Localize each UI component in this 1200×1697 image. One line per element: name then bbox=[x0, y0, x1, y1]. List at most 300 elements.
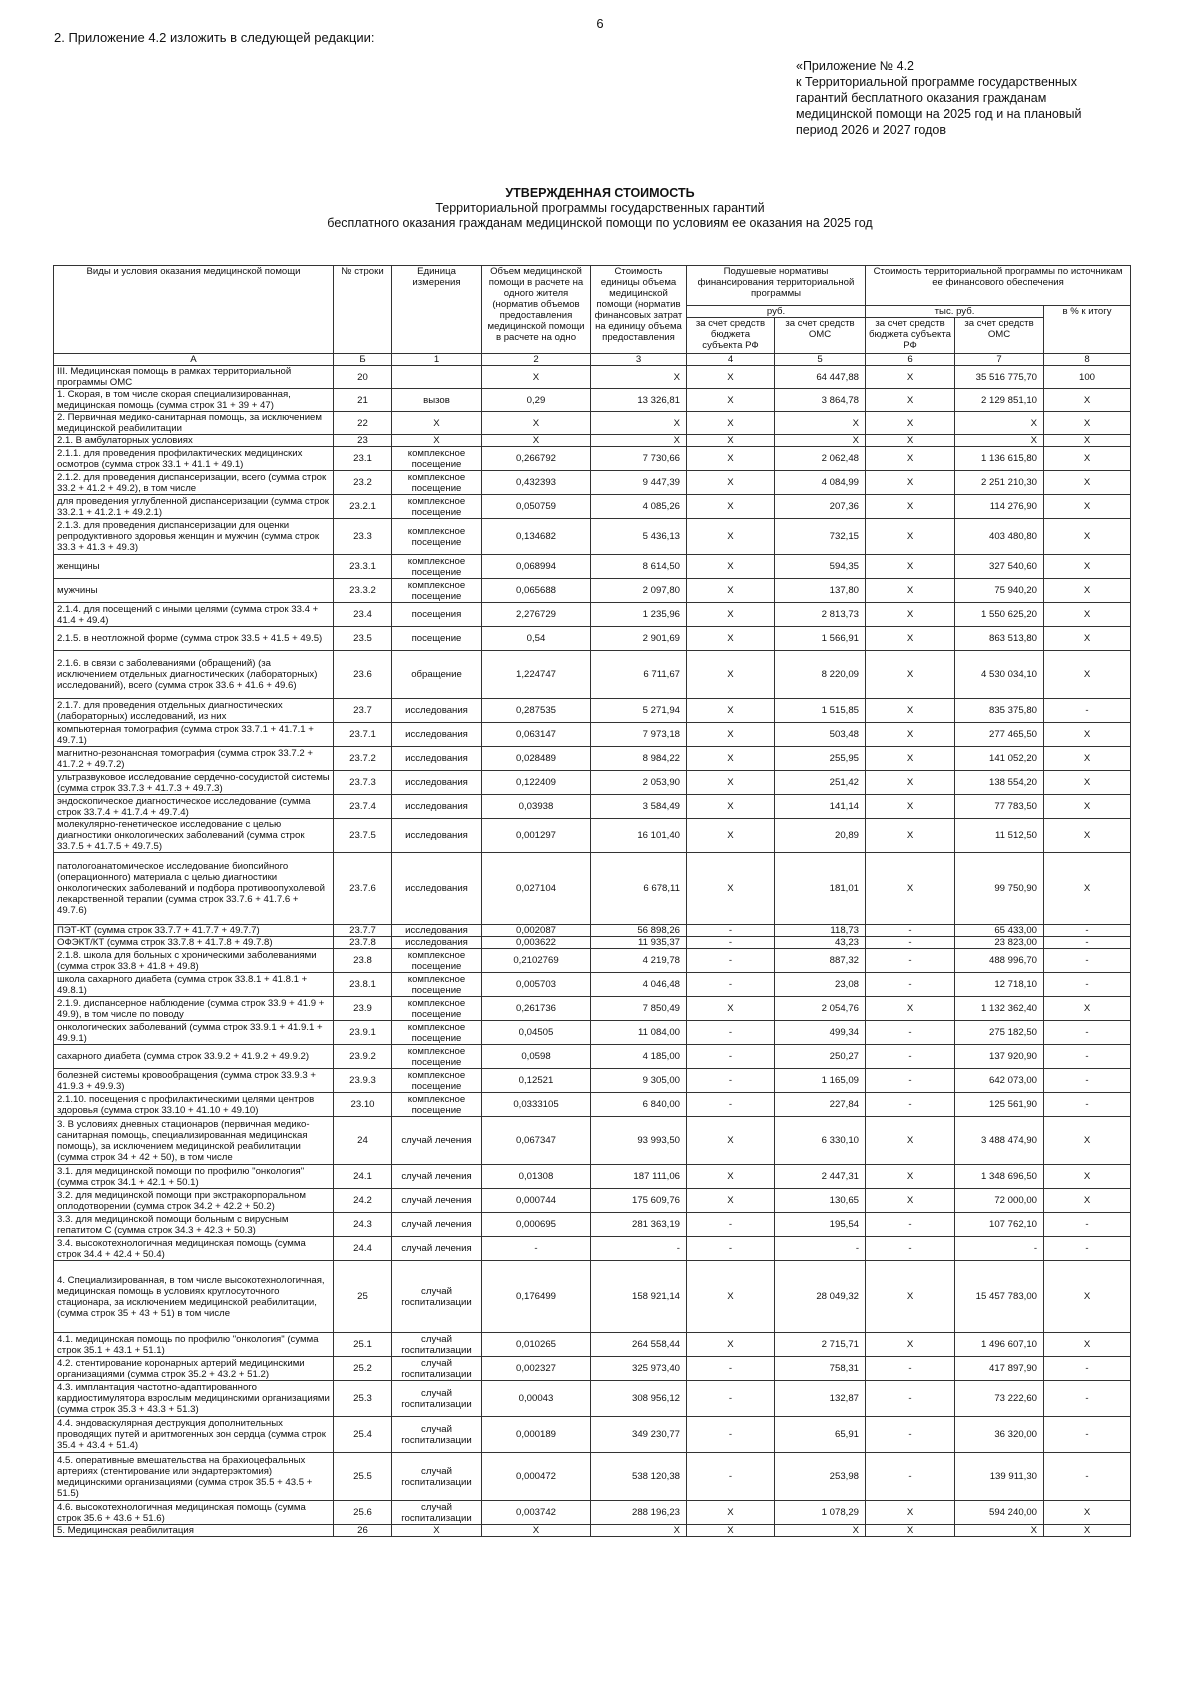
table-cell: 4 046,48 bbox=[591, 973, 687, 997]
table-cell: X bbox=[687, 771, 775, 795]
intro-text: 2. Приложение 4.2 изложить в следующей редакции: bbox=[54, 30, 375, 45]
table-cell: X bbox=[687, 555, 775, 579]
table-cell: - bbox=[687, 1021, 775, 1045]
table-row bbox=[54, 819, 1131, 853]
table-cell: X bbox=[866, 471, 955, 495]
table-cell: 6 840,00 bbox=[591, 1093, 687, 1117]
table-cell: 25.2 bbox=[334, 1357, 392, 1381]
table-cell: 207,36 bbox=[775, 495, 866, 519]
table-cell: X bbox=[1044, 389, 1131, 412]
table-cell: комплексное посещение bbox=[392, 997, 482, 1021]
table-cell: 308 956,12 bbox=[591, 1381, 687, 1417]
table-cell: 158 921,14 bbox=[591, 1261, 687, 1333]
table-cell: - bbox=[687, 1093, 775, 1117]
table-cell: вызов bbox=[392, 389, 482, 412]
table-cell: X bbox=[687, 447, 775, 471]
table-cell: - bbox=[866, 1417, 955, 1453]
table-cell: - bbox=[687, 1417, 775, 1453]
table-cell: X bbox=[482, 1525, 591, 1537]
table-cell: 23.9.2 bbox=[334, 1045, 392, 1069]
table-cell: 251,42 bbox=[775, 771, 866, 795]
table-cell: X bbox=[866, 699, 955, 723]
table-cell: 15 457 783,00 bbox=[955, 1261, 1044, 1333]
table-cell: 0,010265 bbox=[482, 1333, 591, 1357]
table-cell: 25.5 bbox=[334, 1453, 392, 1501]
table-cell: 288 196,23 bbox=[591, 1501, 687, 1525]
table-cell: 499,34 bbox=[775, 1021, 866, 1045]
table-row bbox=[54, 389, 1131, 412]
table-cell: 0,000695 bbox=[482, 1213, 591, 1237]
table-cell: X bbox=[591, 1525, 687, 1537]
table-cell: 0,001297 bbox=[482, 819, 591, 853]
table-cell: 281 363,19 bbox=[591, 1213, 687, 1237]
table-cell: 2 053,90 bbox=[591, 771, 687, 795]
row-label: болезней системы кровообращения (сумма строк 33.9.3 + 41.9.3 + 49.9.3) bbox=[54, 1069, 334, 1093]
table-cell: - bbox=[1044, 925, 1131, 937]
table-cell: 1 515,85 bbox=[775, 699, 866, 723]
table-cell: X bbox=[866, 1189, 955, 1213]
table-cell: комплексное посещение bbox=[392, 471, 482, 495]
table-row bbox=[54, 447, 1131, 471]
table-cell: 0,050759 bbox=[482, 495, 591, 519]
table-cell: 77 783,50 bbox=[955, 795, 1044, 819]
column-number: А bbox=[54, 354, 334, 366]
table-cell: X bbox=[482, 435, 591, 447]
table-cell: X bbox=[1044, 1261, 1131, 1333]
table-cell: 187 111,06 bbox=[591, 1165, 687, 1189]
header-budget: за счет средств бюджета субъекта РФ bbox=[866, 318, 955, 354]
table-cell: X bbox=[1044, 412, 1131, 435]
table-cell: случай лечения bbox=[392, 1237, 482, 1261]
table-cell: X bbox=[866, 435, 955, 447]
page-number: 6 bbox=[596, 16, 604, 31]
table-cell: 16 101,40 bbox=[591, 819, 687, 853]
table-cell: 23.7.3 bbox=[334, 771, 392, 795]
table-row bbox=[54, 723, 1131, 747]
table-cell: 1 132 362,40 bbox=[955, 997, 1044, 1021]
row-label: 4. Специализированная, в том числе высокотехнологичная, медицинская помощь в условиях круглосуточного стационара, за исключением медицинской реабилитации, (сумма строк 35 + 43 + 51) в том числе bbox=[54, 1261, 334, 1333]
table-cell: 20,89 bbox=[775, 819, 866, 853]
table-cell: X bbox=[1044, 471, 1131, 495]
table-cell: 43,23 bbox=[775, 937, 866, 949]
table-cell: исследования bbox=[392, 795, 482, 819]
table-cell: 175 609,76 bbox=[591, 1189, 687, 1213]
table-cell: X bbox=[1044, 555, 1131, 579]
header-pct-total: в % к итогу bbox=[1044, 306, 1131, 354]
table-cell: 137 920,90 bbox=[955, 1045, 1044, 1069]
table-cell: X bbox=[687, 651, 775, 699]
table-cell: 28 049,32 bbox=[775, 1261, 866, 1333]
appendix-line: «Приложение № 4.2 bbox=[796, 59, 914, 73]
table-cell: случай госпитализации bbox=[392, 1333, 482, 1357]
table-cell: случай госпитализации bbox=[392, 1417, 482, 1453]
table-cell: 0,067347 bbox=[482, 1117, 591, 1165]
table-cell: - bbox=[1044, 1381, 1131, 1417]
table-cell: 2 447,31 bbox=[775, 1165, 866, 1189]
table-cell: исследования bbox=[392, 747, 482, 771]
table-cell: X bbox=[775, 1525, 866, 1537]
table-cell: 642 073,00 bbox=[955, 1069, 1044, 1093]
table-cell: 0,00043 bbox=[482, 1381, 591, 1417]
row-label: 2.1.5. в неотложной форме (сумма строк 33.5 + 41.5 + 49.5) bbox=[54, 627, 334, 651]
table-cell: 6 330,10 bbox=[775, 1117, 866, 1165]
row-label: 2.1.3. для проведения диспансеризации для оценки репродуктивного здоровья женщин и мужчин (сумма строк 33.3 + 41.3 + 49.3) bbox=[54, 519, 334, 555]
table-cell: случай госпитализации bbox=[392, 1501, 482, 1525]
table-cell: исследования bbox=[392, 937, 482, 949]
table-cell: 3 864,78 bbox=[775, 389, 866, 412]
table-cell: - bbox=[866, 973, 955, 997]
header-volume: Объем медицинской помощи в расчете на одного жителя (норматив объемов предоставления медицинской помощи в расчете на одно bbox=[482, 266, 591, 354]
table-cell: 36 320,00 bbox=[955, 1417, 1044, 1453]
table-row bbox=[54, 1237, 1131, 1261]
table-cell: случай госпитализации bbox=[392, 1453, 482, 1501]
table-cell: 23.8 bbox=[334, 949, 392, 973]
table-cell: 23.5 bbox=[334, 627, 392, 651]
table-cell: 23.3 bbox=[334, 519, 392, 555]
table-cell: 255,95 bbox=[775, 747, 866, 771]
table-cell: X bbox=[1044, 997, 1131, 1021]
table-row bbox=[54, 1165, 1131, 1189]
table-cell: 195,54 bbox=[775, 1213, 866, 1237]
table-cell: X bbox=[1044, 819, 1131, 853]
table-cell: X bbox=[687, 519, 775, 555]
table-cell: X bbox=[687, 366, 775, 389]
table-cell: комплексное посещение bbox=[392, 579, 482, 603]
table-cell: 141 052,20 bbox=[955, 747, 1044, 771]
table-cell: X bbox=[392, 435, 482, 447]
title-line-3: бесплатного оказания гражданам медицинской помощи по условиям ее оказания на 2025 год bbox=[327, 216, 873, 230]
header-kinds: Виды и условия оказания медицинской помощи bbox=[54, 266, 334, 354]
column-number: 2 bbox=[482, 354, 591, 366]
table-cell: X bbox=[687, 1165, 775, 1189]
table-cell: 863 513,80 bbox=[955, 627, 1044, 651]
table-cell: 0,287535 bbox=[482, 699, 591, 723]
table-cell: 250,27 bbox=[775, 1045, 866, 1069]
table-cell: комплексное посещение bbox=[392, 447, 482, 471]
table-cell: 0,176499 bbox=[482, 1261, 591, 1333]
table-cell: 23.1 bbox=[334, 447, 392, 471]
table-cell: X bbox=[687, 627, 775, 651]
table-cell: X bbox=[687, 1333, 775, 1357]
table-row bbox=[54, 937, 1131, 949]
table-cell: 2 062,48 bbox=[775, 447, 866, 471]
table-cell: 11 084,00 bbox=[591, 1021, 687, 1045]
column-number: 6 bbox=[866, 354, 955, 366]
table-cell: - bbox=[866, 1237, 955, 1261]
row-label: школа сахарного диабета (сумма строк 33.8.1 + 41.8.1 + 49.8.1) bbox=[54, 973, 334, 997]
table-cell: 23.3.1 bbox=[334, 555, 392, 579]
table-cell: 0,063147 bbox=[482, 723, 591, 747]
table-row bbox=[54, 1525, 1131, 1537]
table-cell: X bbox=[866, 1117, 955, 1165]
table-cell: исследования bbox=[392, 771, 482, 795]
table-row bbox=[54, 651, 1131, 699]
table-row bbox=[54, 949, 1131, 973]
table-header bbox=[54, 266, 1131, 366]
table-cell: X bbox=[866, 1333, 955, 1357]
table-cell: 0,12521 bbox=[482, 1069, 591, 1093]
table-cell: 125 561,90 bbox=[955, 1093, 1044, 1117]
row-label: 3.3. для медицинской помощи больным с вирусным гепатитом С (сумма строк 34.3 + 42.3 + 50.3) bbox=[54, 1213, 334, 1237]
table-cell: 594,35 bbox=[775, 555, 866, 579]
table-row bbox=[54, 579, 1131, 603]
table-cell: X bbox=[775, 412, 866, 435]
table-cell: 138 554,20 bbox=[955, 771, 1044, 795]
table-cell: 23.7.5 bbox=[334, 819, 392, 853]
row-label: онкологических заболеваний (сумма строк 33.9.1 + 41.9.1 + 49.9.1) bbox=[54, 1021, 334, 1045]
header-row-no: № строки bbox=[334, 266, 392, 354]
table-cell bbox=[392, 366, 482, 389]
table-cell: 26 bbox=[334, 1525, 392, 1537]
appendix-line: медицинской помощи на 2025 год и на плановый bbox=[796, 107, 1082, 121]
table-cell: X bbox=[1044, 435, 1131, 447]
table-cell: X bbox=[687, 1261, 775, 1333]
table-cell: X bbox=[591, 435, 687, 447]
table-cell: 0,122409 bbox=[482, 771, 591, 795]
table-cell: комплексное посещение bbox=[392, 1069, 482, 1093]
table-cell: 9 305,00 bbox=[591, 1069, 687, 1093]
table-cell: 538 120,38 bbox=[591, 1453, 687, 1501]
table-cell: X bbox=[866, 389, 955, 412]
table-cell: случай лечения bbox=[392, 1117, 482, 1165]
table-row bbox=[54, 412, 1131, 435]
table-cell: случай госпитализации bbox=[392, 1381, 482, 1417]
table-cell: - bbox=[687, 937, 775, 949]
table-cell: X bbox=[687, 723, 775, 747]
table-cell: X bbox=[687, 579, 775, 603]
table-cell: 130,65 bbox=[775, 1189, 866, 1213]
table-cell: 4 530 034,10 bbox=[955, 651, 1044, 699]
table-row bbox=[54, 973, 1131, 997]
table-cell: 835 375,80 bbox=[955, 699, 1044, 723]
table-cell: 4 084,99 bbox=[775, 471, 866, 495]
table-cell: 1 235,96 bbox=[591, 603, 687, 627]
table-cell: X bbox=[687, 795, 775, 819]
row-label: мужчины bbox=[54, 579, 334, 603]
table-cell: X bbox=[866, 997, 955, 1021]
table-cell: 0,04505 bbox=[482, 1021, 591, 1045]
table-cell: - bbox=[866, 1045, 955, 1069]
table-cell: X bbox=[1044, 1117, 1131, 1165]
table-cell: X bbox=[866, 723, 955, 747]
table-cell: X bbox=[1044, 1525, 1131, 1537]
table-cell: X bbox=[866, 495, 955, 519]
table-cell: - bbox=[1044, 1453, 1131, 1501]
title-line-2: Территориальной программы государственных гарантий bbox=[435, 201, 765, 215]
table-cell: - bbox=[687, 925, 775, 937]
table-row bbox=[54, 1189, 1131, 1213]
row-label: 4.2. стентирование коронарных артерий медицинскими организациями (сумма строк 35.2 + 43.2 + 51.2) bbox=[54, 1357, 334, 1381]
row-label: 4.6. высокотехнологичная медицинская помощь (сумма строк 35.6 + 43.6 + 51.6) bbox=[54, 1501, 334, 1525]
table-cell: комплексное посещение bbox=[392, 973, 482, 997]
table-cell: 0,002087 bbox=[482, 925, 591, 937]
table-cell: X bbox=[687, 1525, 775, 1537]
row-label: 2. Первичная медико-санитарная помощь, за исключением медицинской реабилитации bbox=[54, 412, 334, 435]
row-label: сахарного диабета (сумма строк 33.9.2 + 41.9.2 + 49.9.2) bbox=[54, 1045, 334, 1069]
table-cell: 0,065688 bbox=[482, 579, 591, 603]
table-cell: 327 540,60 bbox=[955, 555, 1044, 579]
table-cell: 0,54 bbox=[482, 627, 591, 651]
table-cell: 23.9.3 bbox=[334, 1069, 392, 1093]
table-row bbox=[54, 627, 1131, 651]
table-cell: - bbox=[687, 949, 775, 973]
table-cell: 23.8.1 bbox=[334, 973, 392, 997]
table-cell: 23.7.4 bbox=[334, 795, 392, 819]
table-cell: 3 584,49 bbox=[591, 795, 687, 819]
row-label: 2.1.4. для посещений с иными целями (сумма строк 33.4 + 41.4 + 49.4) bbox=[54, 603, 334, 627]
table-cell: 72 000,00 bbox=[955, 1189, 1044, 1213]
table-cell: 22 bbox=[334, 412, 392, 435]
table-cell: 20 bbox=[334, 366, 392, 389]
table-cell: 24.4 bbox=[334, 1237, 392, 1261]
table-cell: случай лечения bbox=[392, 1189, 482, 1213]
table-cell: 488 996,70 bbox=[955, 949, 1044, 973]
row-label: эндоскопическое диагностическое исследование (сумма строк 33.7.4 + 41.7.4 + 49.7.4) bbox=[54, 795, 334, 819]
header-oms: за счет средств ОМС bbox=[775, 318, 866, 354]
table-cell: 4 085,26 bbox=[591, 495, 687, 519]
row-label: ультразвуковое исследование сердечно-сосудистой системы (сумма строк 33.7.3 + 41.7.3 + 49.7.3) bbox=[54, 771, 334, 795]
table-row bbox=[54, 1045, 1131, 1069]
table-cell: 6 678,11 bbox=[591, 853, 687, 925]
row-label: 2.1.10. посещения с профилактическими целями центров здоровья (сумма строк 33.10 + 41.10 + 49.10) bbox=[54, 1093, 334, 1117]
table-cell: 65 433,00 bbox=[955, 925, 1044, 937]
table-cell: исследования bbox=[392, 819, 482, 853]
table-cell: X bbox=[687, 819, 775, 853]
table-cell: X bbox=[866, 555, 955, 579]
table-cell: 503,48 bbox=[775, 723, 866, 747]
table-cell: X bbox=[1044, 627, 1131, 651]
table-body bbox=[54, 366, 1131, 1537]
table-cell: - bbox=[955, 1237, 1044, 1261]
table-cell: X bbox=[1044, 795, 1131, 819]
table-cell: - bbox=[1044, 1213, 1131, 1237]
table-cell: 2,276729 bbox=[482, 603, 591, 627]
appendix-line: гарантий бесплатного оказания гражданам bbox=[796, 91, 1047, 105]
table-cell: 181,01 bbox=[775, 853, 866, 925]
table-cell: 0,000744 bbox=[482, 1189, 591, 1213]
table-cell: 118,73 bbox=[775, 925, 866, 937]
table-cell: 0,29 bbox=[482, 389, 591, 412]
table-cell: X bbox=[687, 699, 775, 723]
header-per-capita: Подушевые нормативы финансирования территориальной программы bbox=[687, 266, 866, 306]
table-cell: посещение bbox=[392, 627, 482, 651]
table-row bbox=[54, 603, 1131, 627]
table-cell: 0,134682 bbox=[482, 519, 591, 555]
table-cell: 0,266792 bbox=[482, 447, 591, 471]
row-label: 4.1. медицинская помощь по профилю "онкология" (сумма строк 35.1 + 43.1 + 51.1) bbox=[54, 1333, 334, 1357]
cost-table bbox=[53, 265, 1131, 1537]
table-cell: - bbox=[1044, 937, 1131, 949]
table-cell: X bbox=[687, 471, 775, 495]
table-cell: 107 762,10 bbox=[955, 1213, 1044, 1237]
row-label: 2.1.7. для проведения отдельных диагностических (лабораторных) исследований, из них bbox=[54, 699, 334, 723]
table-cell: 0,2102769 bbox=[482, 949, 591, 973]
table-cell: 8 984,22 bbox=[591, 747, 687, 771]
table-cell: 0,03938 bbox=[482, 795, 591, 819]
table-row bbox=[54, 699, 1131, 723]
row-label: патологоанатомическое исследование биопсийного (операционного) материала с целью диагностики онкологических заболеваний и подбора противоопухолевой лекарственной терапии (сумма строк 33.7.6 + 41.7.6 + 49.7.6) bbox=[54, 853, 334, 925]
table-cell: X bbox=[955, 1525, 1044, 1537]
table-cell: 24.3 bbox=[334, 1213, 392, 1237]
table-cell: X bbox=[866, 447, 955, 471]
table-cell: 23.7.6 bbox=[334, 853, 392, 925]
row-label: ПЭТ-КТ (сумма строк 33.7.7 + 41.7.7 + 49.7.7) bbox=[54, 925, 334, 937]
table-cell: - bbox=[1044, 699, 1131, 723]
table-cell: 3 488 474,90 bbox=[955, 1117, 1044, 1165]
table-cell: X bbox=[687, 412, 775, 435]
table-cell: 0,028489 bbox=[482, 747, 591, 771]
table-cell: X bbox=[687, 853, 775, 925]
column-number: 1 bbox=[392, 354, 482, 366]
header-budget: за счет средств бюджета субъекта РФ bbox=[687, 318, 775, 354]
column-number: 5 bbox=[775, 354, 866, 366]
table-cell: 35 516 775,70 bbox=[955, 366, 1044, 389]
table-cell: - bbox=[775, 1237, 866, 1261]
table-cell: 23.7.1 bbox=[334, 723, 392, 747]
table-row bbox=[54, 1117, 1131, 1165]
table-cell: 7 973,18 bbox=[591, 723, 687, 747]
table-cell: X bbox=[392, 1525, 482, 1537]
table-row bbox=[54, 1261, 1131, 1333]
table-cell: 325 973,40 bbox=[591, 1357, 687, 1381]
table-cell: X bbox=[866, 1501, 955, 1525]
header-rub: руб. bbox=[687, 306, 866, 318]
table-cell: 23.4 bbox=[334, 603, 392, 627]
table-cell: 23.7.2 bbox=[334, 747, 392, 771]
table-cell: - bbox=[1044, 1021, 1131, 1045]
table-cell: X bbox=[687, 435, 775, 447]
row-label: 1. Скорая, в том числе скорая специализированная, медицинская помощь (сумма строк 31 + 39 + 47) bbox=[54, 389, 334, 412]
table-cell: 23.10 bbox=[334, 1093, 392, 1117]
table-cell: X bbox=[866, 412, 955, 435]
table-cell: 23.7 bbox=[334, 699, 392, 723]
table-cell: 0,002327 bbox=[482, 1357, 591, 1381]
table-cell: X bbox=[687, 603, 775, 627]
row-label: 3.1. для медицинской помощи по профилю "онкология" (сумма строк 34.1 + 42.1 + 50.1) bbox=[54, 1165, 334, 1189]
table-cell: 21 bbox=[334, 389, 392, 412]
table-cell: - bbox=[866, 1021, 955, 1045]
table-cell: 349 230,77 bbox=[591, 1417, 687, 1453]
table-cell: X bbox=[1044, 1501, 1131, 1525]
row-label: 2.1.9. диспансерное наблюдение (сумма строк 33.9 + 41.9 + 49.9), в том числе по поводу bbox=[54, 997, 334, 1021]
table-cell: исследования bbox=[392, 853, 482, 925]
table-cell: 65,91 bbox=[775, 1417, 866, 1453]
table-cell: комплексное посещение bbox=[392, 495, 482, 519]
table-cell: X bbox=[1044, 519, 1131, 555]
table-cell: 887,32 bbox=[775, 949, 866, 973]
table-row bbox=[54, 1021, 1131, 1045]
table-cell: X bbox=[866, 795, 955, 819]
table-cell: X bbox=[687, 1117, 775, 1165]
header-unit: Единица измерения bbox=[392, 266, 482, 354]
header-program-cost: Стоимость территориальной программы по источникам ее финансового обеспечения bbox=[866, 266, 1131, 306]
header-cost: Стоимость единицы объема медицинской помощи (норматив финансовых затрат на единицу объема предоставления bbox=[591, 266, 687, 354]
table-cell: 1 496 607,10 bbox=[955, 1333, 1044, 1357]
table-cell: 25.3 bbox=[334, 1381, 392, 1417]
table-cell: X bbox=[866, 519, 955, 555]
table-cell: X bbox=[1044, 1333, 1131, 1357]
row-label: 2.1.2. для проведения диспансеризации, всего (сумма строк 33.2 + 41.2 + 49.2), в том числе bbox=[54, 471, 334, 495]
table-cell: - bbox=[687, 1237, 775, 1261]
title-line-1: УТВЕРЖДЕННАЯ СТОИМОСТЬ bbox=[505, 186, 695, 200]
table-cell: X bbox=[866, 853, 955, 925]
table-cell: посещения bbox=[392, 603, 482, 627]
table-cell: - bbox=[1044, 1093, 1131, 1117]
table-cell: X bbox=[1044, 603, 1131, 627]
table-cell: 13 326,81 bbox=[591, 389, 687, 412]
table-cell: X bbox=[591, 412, 687, 435]
row-label: 3. В условиях дневных стационаров (первичная медико-санитарная помощь, специализированная медицинская помощь), за исключением медицинской реабилитации (сумма строк 34 + 42 + 50), в том числе bbox=[54, 1117, 334, 1165]
